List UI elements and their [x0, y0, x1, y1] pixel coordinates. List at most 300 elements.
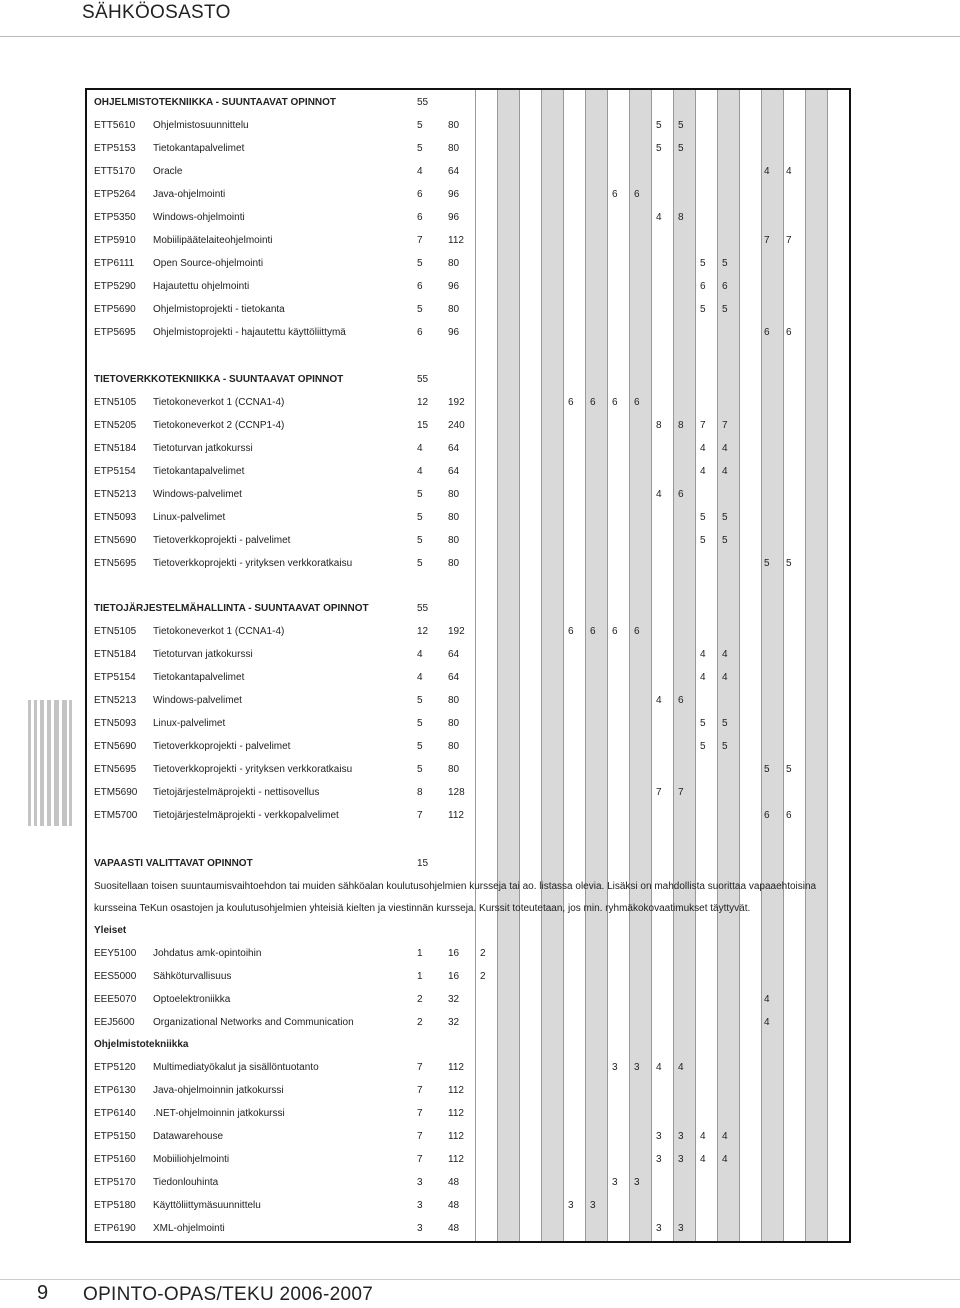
semester-value: 4: [656, 1062, 662, 1073]
semester-value: 6: [568, 397, 574, 408]
course-name: Tietoverkkoprojekti - palvelimet: [153, 535, 291, 546]
course-code: ETN5105: [94, 626, 137, 637]
credits: 7: [417, 1108, 423, 1119]
section-header: [87, 853, 849, 875]
credits: 5: [417, 535, 423, 546]
semester-value: 3: [678, 1154, 684, 1165]
credits: 4: [417, 466, 423, 477]
semester-value: 5: [700, 512, 706, 523]
hours: 80: [448, 741, 460, 752]
course-code: ETP6140: [94, 1108, 136, 1119]
section-credits: 15: [417, 858, 429, 869]
semester-value: 8: [678, 212, 684, 223]
group-title: Yleiset: [94, 925, 127, 936]
section-title: OHJELMISTOTEKNIIKKA - SUUNTAAVAT OPINNOT: [94, 97, 337, 108]
hours: 192: [448, 626, 465, 637]
course-code: ETP5154: [94, 672, 136, 683]
course-code: ETT5170: [94, 166, 136, 177]
course-code: ETN5690: [94, 535, 137, 546]
course-name: Käyttöliittymäsuunnittelu: [153, 1200, 261, 1211]
course-name: Ohjelmistosuunnittelu: [153, 120, 249, 131]
table-row: [87, 690, 849, 712]
course-code: ETP5154: [94, 466, 136, 477]
semester-value: 6: [722, 281, 728, 292]
course-name: Tietoturvan jatkokurssi: [153, 649, 253, 660]
hours: 240: [448, 420, 465, 431]
table-row: [87, 207, 849, 229]
semester-value: 4: [722, 1154, 728, 1165]
semester-value: 4: [722, 466, 728, 477]
course-code: ETP6190: [94, 1223, 136, 1234]
course-name: Sähköturvallisuus: [153, 971, 232, 982]
semester-value: 4: [764, 166, 770, 177]
semester-value: 3: [678, 1223, 684, 1234]
semester-value: 6: [634, 189, 640, 200]
credits: 12: [417, 626, 429, 637]
semester-value: 8: [656, 420, 662, 431]
table-row: [87, 161, 849, 183]
hours: 32: [448, 994, 460, 1005]
semester-value: 4: [722, 649, 728, 660]
course-name: Java-ohjelmoinnin jatkokurssi: [153, 1085, 284, 1096]
semester-value: 6: [590, 397, 596, 408]
table-row: [87, 1195, 849, 1217]
course-name: Tietoverkkoprojekti - yrityksen verkkoratkaisu: [153, 558, 353, 569]
semester-value: 5: [678, 120, 684, 131]
course-name: Tietokantapalvelimet: [153, 143, 245, 154]
hours: 80: [448, 558, 460, 569]
credits: 2: [417, 1017, 423, 1028]
credits: 1: [417, 948, 423, 959]
semester-value: 3: [590, 1200, 596, 1211]
course-name: Tietojärjestelmäprojekti - verkkopalvelimet: [153, 810, 339, 821]
course-code: EEJ5600: [94, 1017, 135, 1028]
semester-value: 6: [700, 281, 706, 292]
semester-value: 5: [700, 304, 706, 315]
semester-value: 5: [678, 143, 684, 154]
table-row: [87, 736, 849, 758]
header-divider: [0, 36, 960, 37]
page-header-title: SÄHKÖOSASTO: [82, 2, 231, 23]
course-name: XML-ohjelmointi: [153, 1223, 225, 1234]
course-code: EEY5100: [94, 948, 137, 959]
section-header: [87, 92, 849, 114]
course-code: ETP5180: [94, 1200, 136, 1211]
semester-value: 5: [786, 558, 792, 569]
section-credits: 55: [417, 374, 429, 385]
table-row: [87, 1080, 849, 1102]
table-row: [87, 115, 849, 137]
semester-value: 5: [656, 143, 662, 154]
table-row: [87, 392, 849, 414]
course-code: ETN5213: [94, 489, 137, 500]
course-name: Java-ohjelmointi: [153, 189, 226, 200]
semester-value: 5: [656, 120, 662, 131]
credits: 3: [417, 1177, 423, 1188]
semester-value: 5: [722, 741, 728, 752]
semester-value: 4: [700, 1154, 706, 1165]
course-name: Tietoturvan jatkokurssi: [153, 443, 253, 454]
course-name: Linux-palvelimet: [153, 718, 226, 729]
semester-value: 3: [656, 1223, 662, 1234]
semester-value: 7: [700, 420, 706, 431]
credits: 6: [417, 327, 423, 338]
course-code: ETN5695: [94, 764, 137, 775]
semester-value: 6: [764, 327, 770, 338]
semester-value: 7: [764, 235, 770, 246]
semester-value: 5: [722, 535, 728, 546]
course-name: Oracle: [153, 166, 183, 177]
semester-value: 5: [764, 764, 770, 775]
course-code: ETN5690: [94, 741, 137, 752]
credits: 7: [417, 1062, 423, 1073]
table-row: [87, 438, 849, 460]
credits: 5: [417, 764, 423, 775]
hours: 112: [448, 1131, 464, 1142]
footer-title: OPINTO-OPAS/TEKU 2006-2007: [83, 1284, 374, 1305]
table-row: [87, 621, 849, 643]
course-code: ETM5700: [94, 810, 138, 821]
table-row: [87, 138, 849, 160]
hours: 64: [448, 466, 460, 477]
hours: 96: [448, 212, 460, 223]
credits: 4: [417, 649, 423, 660]
semester-value: 6: [612, 397, 618, 408]
course-name: Windows-palvelimet: [153, 695, 242, 706]
semester-value: 6: [612, 189, 618, 200]
table-row: [87, 1057, 849, 1079]
semester-value: 6: [764, 810, 770, 821]
course-code: ETP5290: [94, 281, 136, 292]
table-row: [87, 184, 849, 206]
hours: 96: [448, 327, 460, 338]
semester-value: 3: [612, 1062, 618, 1073]
course-name: Mobiiliohjelmointi: [153, 1154, 230, 1165]
course-name: Johdatus amk-opintoihin: [153, 948, 262, 959]
credits: 6: [417, 189, 423, 200]
semester-value: 7: [656, 787, 662, 798]
hours: 16: [448, 971, 460, 982]
semester-value: 7: [722, 420, 728, 431]
semester-value: 4: [700, 466, 706, 477]
section-title: TIETOVERKKOTEKNIIKKA - SUUNTAAVAT OPINNOT: [94, 374, 344, 385]
credits: 5: [417, 304, 423, 315]
course-name: Linux-palvelimet: [153, 512, 226, 523]
course-name: Hajautettu ohjelmointi: [153, 281, 250, 292]
credits: 4: [417, 443, 423, 454]
table-row: [87, 322, 849, 344]
semester-value: 3: [568, 1200, 574, 1211]
semester-value: 2: [480, 971, 486, 982]
section-header: [87, 369, 849, 391]
table-row: [87, 530, 849, 552]
semester-value: 4: [700, 649, 706, 660]
semester-value: 4: [764, 994, 770, 1005]
course-code: ETN5093: [94, 718, 137, 729]
course-code: ETP5170: [94, 1177, 136, 1188]
hours: 32: [448, 1017, 460, 1028]
credits: 4: [417, 166, 423, 177]
course-name: Tietokoneverkot 2 (CCNP1-4): [153, 420, 285, 431]
semester-value: 4: [722, 672, 728, 683]
semester-value: 5: [722, 512, 728, 523]
semester-value: 5: [722, 304, 728, 315]
semester-value: 7: [678, 787, 684, 798]
table-row: [87, 253, 849, 275]
hours: 48: [448, 1200, 460, 1211]
course-name: Tietojärjestelmäprojekti - nettisovellus: [153, 787, 320, 798]
credits: 4: [417, 672, 423, 683]
section-credits: 55: [417, 97, 429, 108]
credits: 12: [417, 397, 429, 408]
course-code: ETM5690: [94, 787, 138, 798]
hours: 112: [448, 1108, 464, 1119]
curriculum-table: [85, 88, 851, 1243]
credits: 5: [417, 512, 423, 523]
semester-value: 6: [634, 626, 640, 637]
semester-value: 6: [678, 695, 684, 706]
course-name: Open Source-ohjelmointi: [153, 258, 264, 269]
credits: 5: [417, 258, 423, 269]
table-row: [87, 1012, 849, 1034]
credits: 7: [417, 235, 423, 246]
table-row: [87, 805, 849, 827]
semester-value: 6: [634, 397, 640, 408]
semester-value: 4: [722, 443, 728, 454]
semester-value: 4: [656, 489, 662, 500]
course-name: Tietokoneverkot 1 (CCNA1-4): [153, 397, 285, 408]
hours: 112: [448, 1085, 464, 1096]
course-name: Organizational Networks and Communication: [153, 1017, 354, 1028]
semester-value: 7: [786, 235, 792, 246]
course-name: Tietoverkkoprojekti - palvelimet: [153, 741, 291, 752]
hours: 80: [448, 258, 460, 269]
semester-value: 8: [678, 420, 684, 431]
table-row: [87, 461, 849, 483]
table-row: [87, 553, 849, 575]
hours: 48: [448, 1177, 460, 1188]
course-code: ETP5160: [94, 1154, 136, 1165]
semester-value: 5: [700, 258, 706, 269]
course-code: ETP5910: [94, 235, 136, 246]
hours: 112: [448, 235, 464, 246]
table-row: [87, 644, 849, 666]
credits: 1: [417, 971, 423, 982]
hours: 48: [448, 1223, 460, 1234]
course-code: ETP5120: [94, 1062, 136, 1073]
page-number: 9: [37, 1282, 49, 1304]
hours: 64: [448, 443, 460, 454]
group-title: Ohjelmistotekniikka: [94, 1039, 189, 1050]
course-name: Windows-palvelimet: [153, 489, 242, 500]
semester-value: 4: [764, 1017, 770, 1028]
course-name: .NET-ohjelmoinnin jatkokurssi: [153, 1108, 285, 1119]
hours: 80: [448, 304, 460, 315]
hours: 80: [448, 120, 460, 131]
hours: 80: [448, 489, 460, 500]
table-row: [87, 966, 849, 988]
semester-value: 4: [678, 1062, 684, 1073]
hours: 80: [448, 143, 460, 154]
hours: 64: [448, 649, 460, 660]
course-code: ETN5213: [94, 695, 137, 706]
semester-value: 6: [568, 626, 574, 637]
course-name: Ohjelmistoprojekti - hajautettu käyttöliittymä: [153, 327, 346, 338]
credits: 5: [417, 143, 423, 154]
semester-value: 3: [678, 1131, 684, 1142]
credits: 5: [417, 558, 423, 569]
credits: 7: [417, 1085, 423, 1096]
hours: 112: [448, 1062, 464, 1073]
credits: 7: [417, 1154, 423, 1165]
credits: 3: [417, 1200, 423, 1211]
course-name: Mobiilipäätelaiteohjelmointi: [153, 235, 273, 246]
hours: 128: [448, 787, 465, 798]
hours: 64: [448, 672, 460, 683]
table-row: [87, 1126, 849, 1148]
credits: 6: [417, 212, 423, 223]
table-row: [87, 1103, 849, 1125]
course-code: ETP5695: [94, 327, 136, 338]
table-row: [87, 230, 849, 252]
table-row: [87, 1172, 849, 1194]
semester-value: 6: [786, 327, 792, 338]
section-title: TIETOJÄRJESTELMÄHALLINTA - SUUNTAAVAT OPINNOT: [94, 603, 369, 614]
semester-value: 5: [722, 258, 728, 269]
course-name: Tiedonlouhinta: [153, 1177, 219, 1188]
credits: 8: [417, 787, 423, 798]
credits: 7: [417, 810, 423, 821]
credits: 5: [417, 695, 423, 706]
course-code: ETP5153: [94, 143, 136, 154]
course-code: ETP6111: [94, 258, 135, 269]
course-code: ETT5610: [94, 120, 136, 131]
table-row: [87, 415, 849, 437]
note-line: kursseina TeKun osastojen ja koulutusohjelmien yhteisiä kielten ja viestinnän kursseja. Kurssit toteutetaan, jos min. ryhmäkokovaatimukset täyttyvät.: [94, 903, 751, 914]
course-name: Windows-ohjelmointi: [153, 212, 245, 223]
credits: 5: [417, 120, 423, 131]
semester-value: 5: [786, 764, 792, 775]
section-title: VAPAASTI VALITTAVAT OPINNOT: [94, 858, 253, 869]
hours: 80: [448, 718, 460, 729]
course-code: ETP6130: [94, 1085, 136, 1096]
side-decoration: [28, 700, 72, 826]
table-row: [87, 507, 849, 529]
hours: 96: [448, 281, 460, 292]
semester-value: 6: [590, 626, 596, 637]
table-row: [87, 1218, 849, 1240]
hours: 80: [448, 512, 460, 523]
semester-value: 3: [634, 1062, 640, 1073]
credits: 5: [417, 489, 423, 500]
hours: 64: [448, 166, 460, 177]
semester-value: 4: [722, 1131, 728, 1142]
hours: 80: [448, 695, 460, 706]
table-row: [87, 713, 849, 735]
credits: 15: [417, 420, 429, 431]
semester-value: 6: [678, 489, 684, 500]
hours: 80: [448, 764, 460, 775]
course-code: ETP5150: [94, 1131, 136, 1142]
table-row: [87, 276, 849, 298]
hours: 112: [448, 810, 464, 821]
semester-value: 3: [656, 1131, 662, 1142]
semester-value: 6: [612, 626, 618, 637]
semester-value: 6: [786, 810, 792, 821]
semester-value: 4: [700, 1131, 706, 1142]
course-name: Tietokoneverkot 1 (CCNA1-4): [153, 626, 285, 637]
course-code: ETP5264: [94, 189, 136, 200]
course-name: Tietokantapalvelimet: [153, 466, 245, 477]
hours: 112: [448, 1154, 464, 1165]
hours: 96: [448, 189, 460, 200]
course-name: Ohjelmistoprojekti - tietokanta: [153, 304, 285, 315]
course-name: Datawarehouse: [153, 1131, 224, 1142]
table-row: [87, 484, 849, 506]
course-name: Tietokantapalvelimet: [153, 672, 245, 683]
footer-divider: [0, 1279, 960, 1280]
course-code: ETN5205: [94, 420, 137, 431]
semester-value: 5: [764, 558, 770, 569]
table-row: [87, 943, 849, 965]
course-code: ETN5695: [94, 558, 137, 569]
semester-value: 4: [786, 166, 792, 177]
course-code: EES5000: [94, 971, 137, 982]
credits: 5: [417, 718, 423, 729]
table-row: [87, 299, 849, 321]
semester-value: 4: [700, 443, 706, 454]
table-row: [87, 989, 849, 1011]
credits: 6: [417, 281, 423, 292]
credits: 7: [417, 1131, 423, 1142]
credits: 5: [417, 741, 423, 752]
hours: 16: [448, 948, 460, 959]
course-name: Optoelektroniikka: [153, 994, 231, 1005]
semester-value: 3: [634, 1177, 640, 1188]
hours: 80: [448, 535, 460, 546]
table-row: [87, 1149, 849, 1171]
semester-value: 3: [612, 1177, 618, 1188]
semester-value: 4: [656, 695, 662, 706]
course-code: ETN5105: [94, 397, 137, 408]
section-credits: 55: [417, 603, 429, 614]
course-code: ETN5184: [94, 649, 137, 660]
hours: 192: [448, 397, 465, 408]
credits: 2: [417, 994, 423, 1005]
note-line: Suositellaan toisen suuntaumisvaihtoehdon tai muiden sähköalan koulutusohjelmien kursseja tai ao. listassa olevia. Lisäksi on mahdollista suorittaa vapaaehtoisina: [94, 881, 817, 892]
course-code: ETP5690: [94, 304, 136, 315]
semester-value: 5: [722, 718, 728, 729]
semester-value: 5: [700, 718, 706, 729]
course-name: Multimediatyökalut ja sisällöntuotanto: [153, 1062, 319, 1073]
table-row: [87, 667, 849, 689]
course-code: EEE5070: [94, 994, 137, 1005]
semester-value: 4: [700, 672, 706, 683]
semester-value: 2: [480, 948, 486, 959]
semester-value: 5: [700, 535, 706, 546]
course-code: ETN5184: [94, 443, 137, 454]
section-header: [87, 598, 849, 620]
table-row: [87, 782, 849, 804]
table-row: [87, 759, 849, 781]
credits: 3: [417, 1223, 423, 1234]
course-code: ETP5350: [94, 212, 136, 223]
semester-value: 5: [700, 741, 706, 752]
course-code: ETN5093: [94, 512, 137, 523]
course-name: Tietoverkkoprojekti - yrityksen verkkoratkaisu: [153, 764, 353, 775]
semester-value: 3: [656, 1154, 662, 1165]
semester-value: 4: [656, 212, 662, 223]
